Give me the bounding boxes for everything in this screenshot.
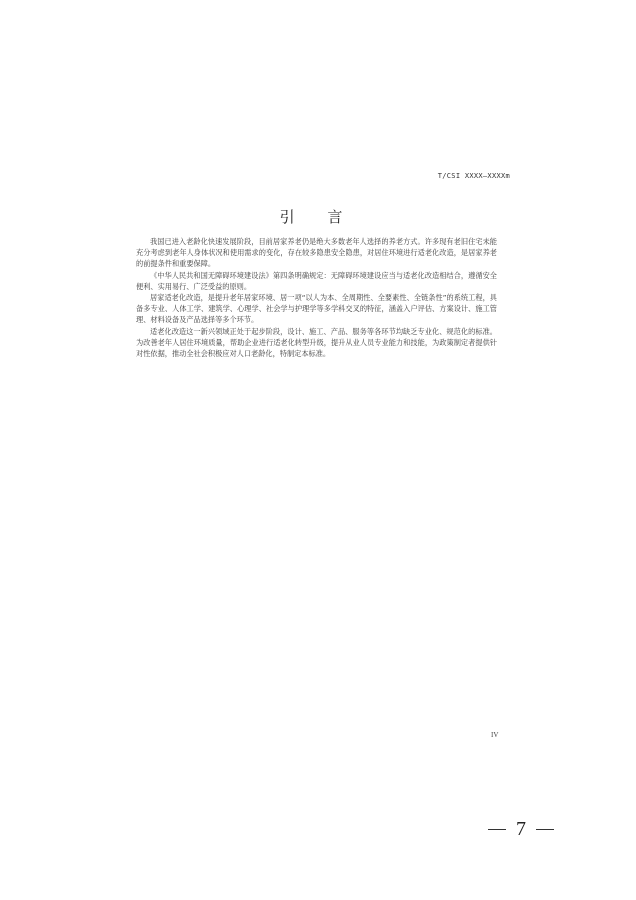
left-dash <box>488 829 506 830</box>
document-code: T/CSI XXXX—XXXXm <box>437 172 510 180</box>
paragraph: 适老化改造这一新兴领域正处于起步阶段，设计、施工、产品、服务等各环节均缺乏专业化、规范化的标准。为改善老年人居住环境质量，帮助企业进行适老化转型升级，提升从业人员专业能力和技能，为政策制定者提供针对性依据，推动全社会积极应对人口老龄化，特制定本标准。 <box>136 326 497 359</box>
paragraph: 我国已进入老龄化快速发展阶段，目前居家养老仍是绝大多数老年人选择的养老方式。许多现有老旧住宅未能充分考虑到老年人身体状况和使用需求的变化，存在较多隐患安全隐患，对居住环境进行适老化改造，是居家养老的前提条件和重要保障。 <box>136 237 497 269</box>
page-number: 7 <box>516 818 526 840</box>
introduction-body <box>136 236 497 359</box>
roman-page-number: IV <box>491 731 499 739</box>
right-dash <box>536 829 554 830</box>
paragraph: 居家适老化改造，是提升老年居家环境、居一项“以人为本、全周期性、全要素性、全链条性”的系统工程，具备多专业、人体工学、建筑学、心理学、社会学与护理学等多学科交叉的特征，涵盖入户评估、方案设计、施工管理、材料设备及产品选择等多个环节。 <box>136 293 497 325</box>
section-title: 引 言 <box>279 208 357 226</box>
paragraph: 《中华人民共和国无障碍环境建设法》第四条明确规定：无障碍环境建设应当与适老化改造相结合，遵循安全便利、实用易行、广泛受益的原则。 <box>136 270 497 291</box>
page-number-footer <box>476 818 566 841</box>
